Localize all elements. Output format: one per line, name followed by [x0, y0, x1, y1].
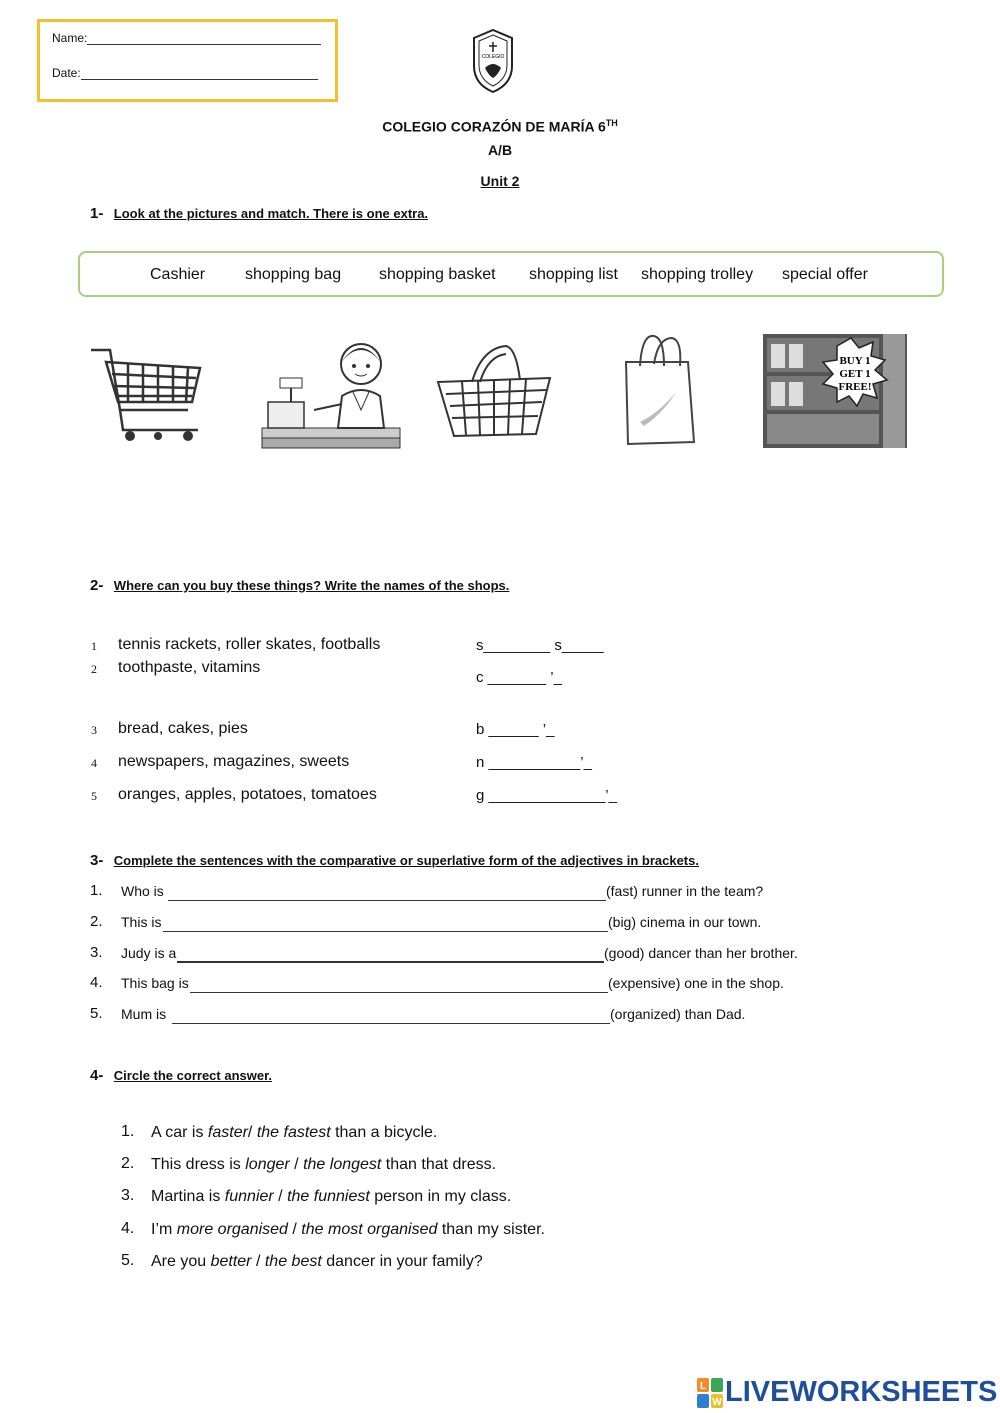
word-special-offer[interactable]: special offer	[782, 266, 868, 283]
shopping-trolley-picture[interactable]	[88, 340, 206, 444]
special-offer-picture[interactable]	[763, 334, 907, 448]
q3-item-5-start: Mum is	[121, 1006, 167, 1022]
q2-item-3-answer[interactable]: b ______ ’_	[476, 721, 555, 738]
cashier-picture[interactable]	[258, 336, 402, 452]
q4-item-3-separator: /	[273, 1188, 288, 1205]
section-4-number: 4-	[90, 1067, 104, 1084]
offer-line-3: FREE!	[838, 381, 872, 393]
q4-item-2-option-2[interactable]: the longest	[303, 1156, 382, 1173]
q3-item-4-blank[interactable]	[190, 978, 608, 993]
q4-item-5-separator: /	[251, 1253, 265, 1270]
offer-line-2: GET 1	[839, 368, 871, 380]
q2-item-1-number: 1	[91, 639, 97, 653]
q3-item-3-start: Judy is a	[121, 945, 177, 961]
q2-item-2-answer[interactable]: c _______ ’_	[476, 669, 562, 686]
q3-item-2-end: (big) cinema in our town.	[608, 914, 762, 930]
q4-item-2-separator: /	[289, 1156, 304, 1173]
q4-item-1-sentence	[151, 1124, 437, 1142]
section-1-heading	[90, 205, 428, 223]
q3-item-3-number: 3.	[90, 944, 103, 961]
q4-item-1-separator: /	[247, 1124, 257, 1141]
date-label: Date:	[52, 66, 81, 80]
section-2-title: Where can you buy these things? Write the names of the shops.	[113, 578, 510, 593]
section-3-heading	[90, 852, 699, 870]
q4-item-3-option-2[interactable]: the funniest	[287, 1188, 370, 1205]
q3-item-2-start: This is	[121, 914, 162, 930]
q3-item-2-blank[interactable]	[163, 917, 608, 932]
shopping-basket-picture[interactable]	[432, 342, 556, 442]
q4-item-3-number: 3.	[121, 1187, 135, 1204]
q4-item-3-pre: Martina is	[151, 1188, 225, 1205]
q3-item-5-number: 5.	[90, 1005, 103, 1022]
q2-item-1-answer[interactable]: s________ s_____	[476, 637, 604, 654]
name-field[interactable]	[52, 31, 321, 45]
q4-item-1-post: than a bicycle.	[330, 1124, 438, 1141]
section-3-title: Complete the sentences with the comparative or superlative form of the adjectives in brackets.	[113, 853, 699, 868]
shopping-bag-picture[interactable]	[620, 332, 702, 448]
q3-item-4-start: This bag is	[121, 975, 189, 991]
date-field[interactable]	[52, 66, 318, 80]
section-2-number: 2-	[90, 577, 104, 594]
school-grade-sup: TH	[605, 118, 618, 128]
q3-item-1-start: Who is	[121, 883, 164, 899]
q2-item-3-text: bread, cakes, pies	[118, 720, 248, 737]
section-4-title: Circle the correct answer.	[113, 1068, 273, 1083]
q4-item-3-sentence	[151, 1188, 511, 1206]
section-1-title: Look at the pictures and match. There is one extra.	[113, 206, 429, 221]
liveworksheets-brand: LIVEWORKSHEETS	[725, 1376, 998, 1408]
q4-item-4-separator: /	[287, 1221, 302, 1238]
q4-item-2-option-1[interactable]: longer	[245, 1156, 290, 1173]
q4-item-5-pre: Are you	[151, 1253, 211, 1270]
q3-item-2-number: 2.	[90, 913, 103, 930]
school-title	[0, 118, 1000, 135]
word-shopping-trolley[interactable]: shopping trolley	[641, 266, 754, 283]
word-cashier[interactable]: Cashier	[150, 266, 206, 283]
unit-label: Unit 2	[480, 173, 520, 189]
group-label: A/B	[487, 142, 513, 158]
q4-item-5-post: dancer in your family?	[321, 1253, 483, 1270]
q4-item-1-option-1[interactable]: faster	[207, 1124, 248, 1141]
name-label: Name:	[52, 31, 88, 45]
q4-item-2-sentence	[151, 1156, 496, 1174]
q3-item-5-blank[interactable]	[172, 1009, 610, 1024]
q2-item-4-answer[interactable]: n ___________’_	[476, 754, 592, 771]
section-3-number: 3-	[90, 852, 104, 869]
q4-item-3-post: person in my class.	[369, 1188, 512, 1205]
q3-item-3-blank[interactable]	[177, 947, 604, 963]
q4-item-4-number: 4.	[121, 1220, 135, 1237]
offer-line-1: BUY 1	[839, 355, 871, 367]
q2-item-1-text: tennis rackets, roller skates, footballs	[118, 636, 381, 653]
q2-item-5-number: 5	[91, 789, 97, 803]
q3-item-1-number: 1.	[90, 882, 103, 899]
q4-item-5-option-2[interactable]: the best	[264, 1253, 322, 1270]
q4-item-4-option-2[interactable]: the most organised	[301, 1221, 438, 1238]
q4-item-2-post: than that dress.	[381, 1156, 497, 1173]
q4-item-4-post: than my sister.	[437, 1221, 545, 1238]
section-4-heading	[90, 1067, 272, 1085]
q2-item-5-text: oranges, apples, potatoes, tomatoes	[118, 786, 377, 803]
liveworksheets-logo	[697, 1376, 997, 1410]
q3-item-5-end: (organized) than Dad.	[610, 1006, 746, 1022]
word-shopping-list[interactable]: shopping list	[529, 266, 618, 283]
q4-item-1-number: 1.	[121, 1123, 135, 1140]
q3-item-3-end: (good) dancer than her brother.	[604, 945, 798, 961]
q2-item-3-number: 3	[91, 723, 97, 737]
q2-item-2-text: toothpaste, vitamins	[118, 659, 261, 676]
q4-item-1-option-2[interactable]: the fastest	[256, 1124, 331, 1141]
section-2-heading	[90, 577, 509, 595]
q2-item-4-number: 4	[91, 756, 97, 770]
q4-item-4-sentence	[151, 1221, 545, 1239]
q2-item-4-text: newspapers, magazines, sweets	[118, 753, 350, 770]
q3-item-4-end: (expensive) one in the shop.	[608, 975, 784, 991]
q3-item-1-blank[interactable]	[168, 886, 606, 901]
q4-item-5-number: 5.	[121, 1252, 135, 1269]
section-1-number: 1-	[90, 205, 104, 222]
word-shopping-basket[interactable]: shopping basket	[379, 266, 496, 283]
liveworksheets-mark-icon	[697, 1378, 723, 1408]
q4-item-3-option-1[interactable]: funnier	[224, 1188, 274, 1205]
q3-item-4-number: 4.	[90, 974, 103, 991]
word-shopping-bag[interactable]: shopping bag	[245, 266, 342, 283]
name-line	[87, 32, 321, 45]
q2-item-2-number: 2	[91, 662, 97, 676]
school-name: COLEGIO CORAZÓN DE MARÍA 6	[382, 118, 606, 135]
logo-letter-l: L	[699, 1381, 707, 1392]
q4-item-2-pre: This dress is	[151, 1156, 246, 1173]
q4-item-5-option-1[interactable]: better	[210, 1253, 252, 1270]
q4-item-5-sentence	[151, 1253, 483, 1271]
q4-item-4-option-1[interactable]: more organised	[176, 1221, 288, 1238]
date-line	[81, 67, 318, 80]
q4-item-4-pre: I’m	[151, 1221, 177, 1238]
q2-item-5-answer[interactable]: g ______________’_	[476, 787, 617, 804]
q3-item-1-end: (fast) runner in the team?	[606, 883, 764, 899]
logo-letter-w: W	[712, 1397, 722, 1408]
crest-text: COLEGIO	[481, 54, 505, 60]
q4-item-2-number: 2.	[121, 1155, 135, 1172]
q4-item-1-pre: A car is	[151, 1124, 208, 1141]
school-crest-logo	[470, 28, 516, 94]
